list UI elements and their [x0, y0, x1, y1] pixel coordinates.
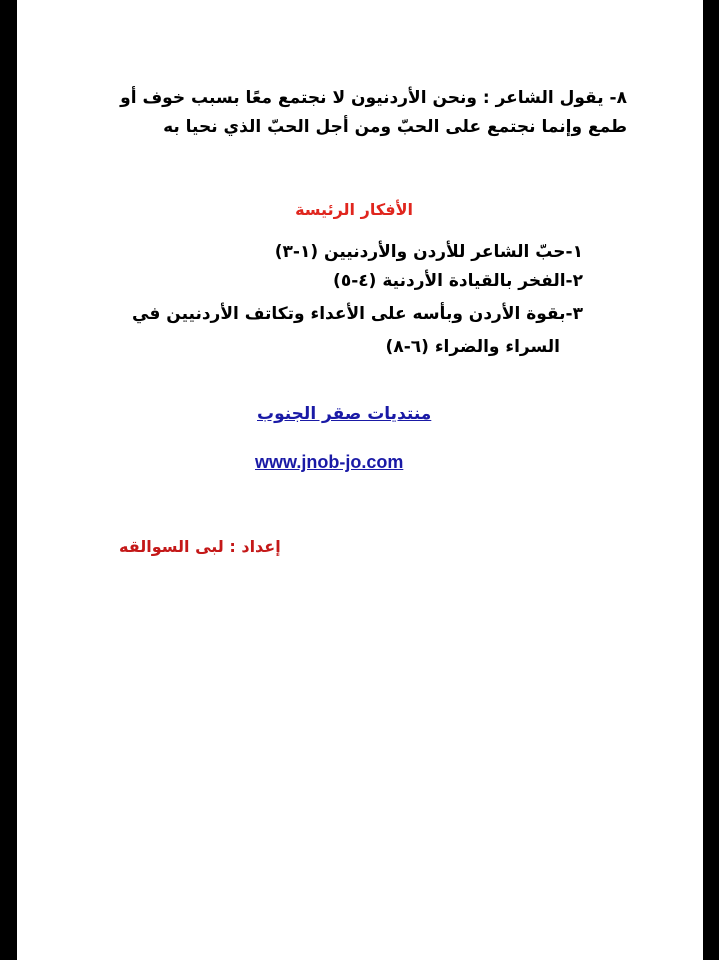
paragraph-line: ٨- يقول الشاعر : ونحن الأردنيون لا نجتمع معًا بسبب خوف أو — [120, 88, 627, 108]
main-idea-item: السراء والضراء (٦-٨) — [385, 337, 560, 357]
author-credit: إعداد : لبى السوالقه — [119, 537, 281, 556]
forum-link[interactable]: منتديات صقر الجنوب — [257, 404, 432, 424]
document-page — [17, 0, 703, 960]
paragraph-line: طمع وإنما نجتمع على الحبّ ومن أجل الحبّ الذي نحيا به — [163, 117, 627, 137]
website-link[interactable]: www.jnob-jo.com — [255, 452, 404, 472]
question-paragraph — [107, 84, 627, 142]
main-idea-item: ٢-الفخر بالقيادة الأردنية (٤-٥) — [333, 271, 583, 291]
main-ideas-heading: الأفكار الرئيسة — [295, 200, 413, 219]
main-idea-item: ٣-بقوة الأردن وبأسه على الأعداء وتكاتف الأردنيين في — [132, 304, 583, 324]
main-idea-item: ١-حبّ الشاعر للأردن والأردنيين (١-٣) — [274, 242, 583, 262]
